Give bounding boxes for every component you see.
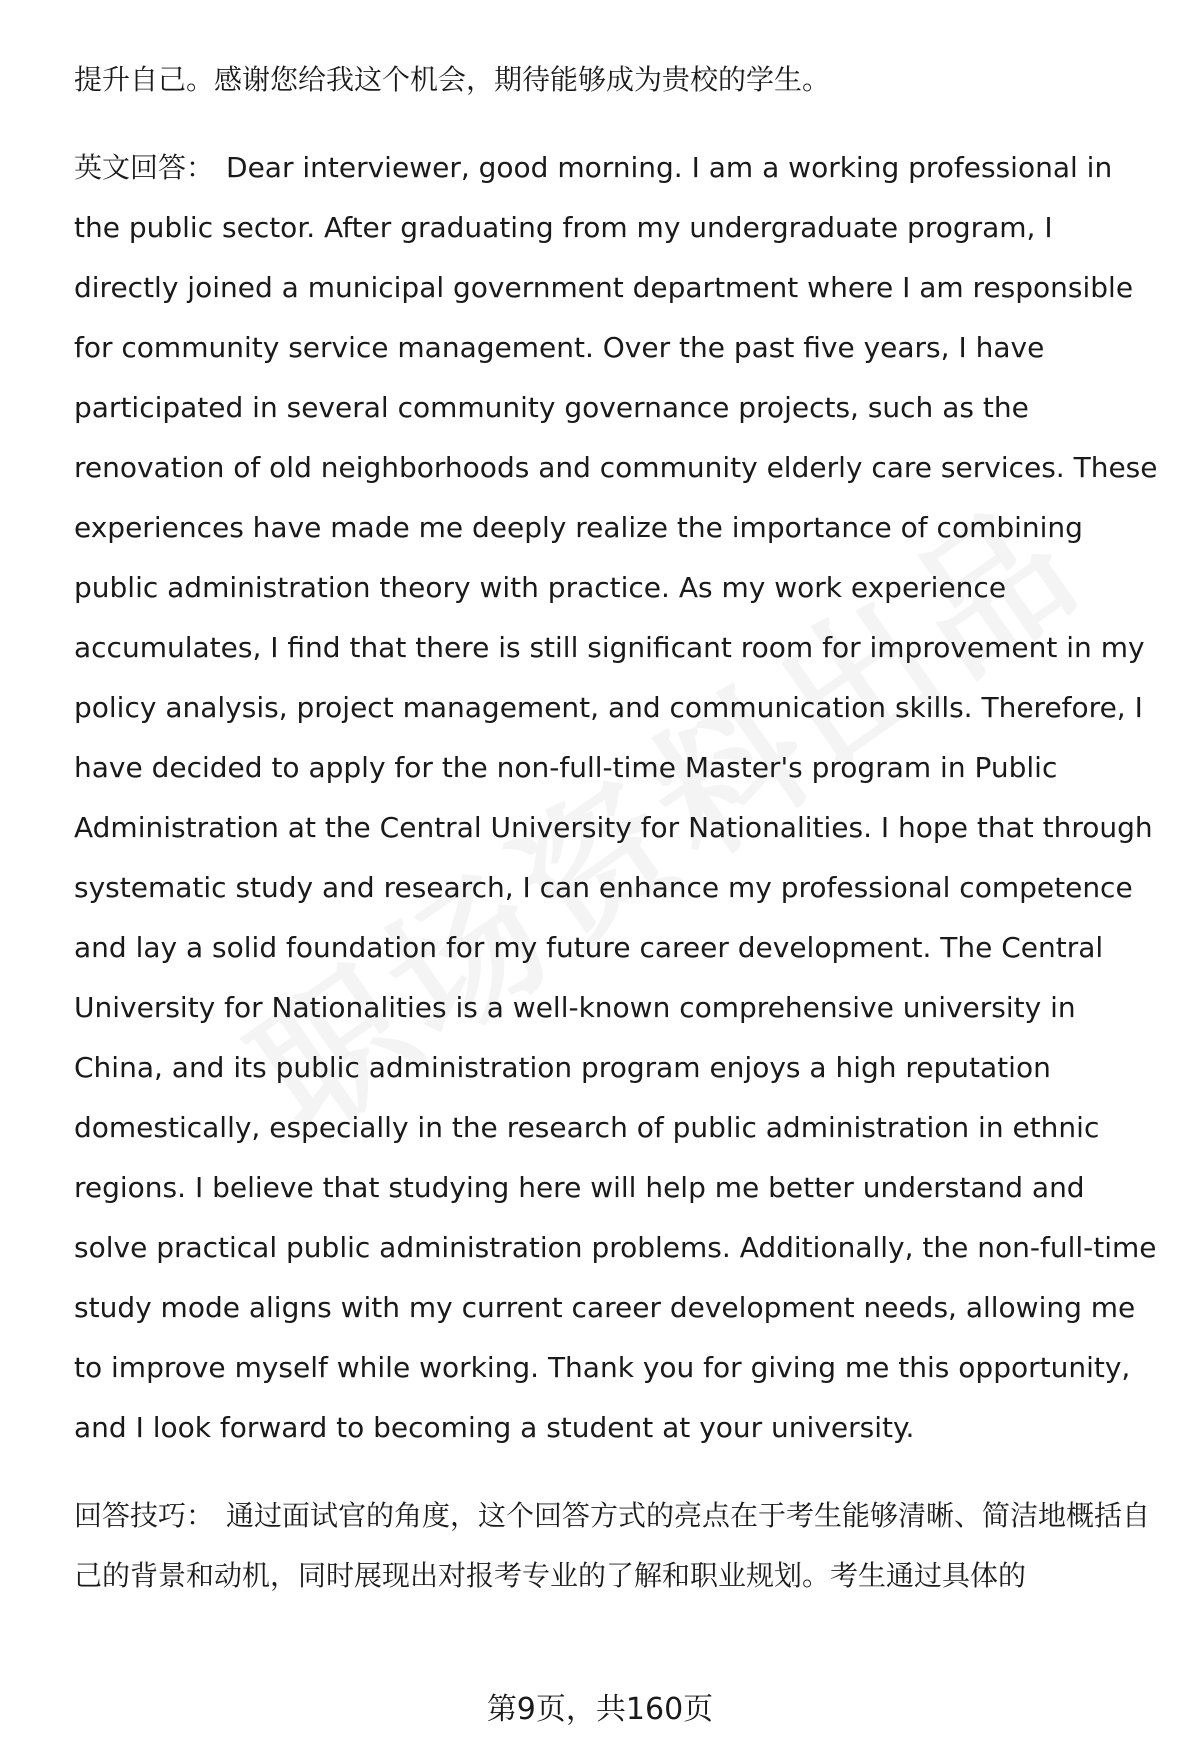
tips-label: 回答技巧： bbox=[74, 1499, 215, 1532]
tips-paragraph bbox=[74, 1486, 1160, 1606]
tips-text: 通过面试官的角度，这个回答方式的亮点在于考生能够清晰、简洁地概括自己的背景和动机，同时展现出对报考专业的了解和职业规划。考生通过具体的 bbox=[74, 1499, 1151, 1592]
intro-paragraph: 提升自己。感谢您给我这个机会，期待能够成为贵校的学生。 bbox=[74, 63, 831, 96]
page-number-footer: 第9页，共160页 bbox=[486, 1692, 714, 1727]
english-answer-text: Dear interviewer, good morning. I am a working professional in the public sector. After graduating from my undergraduate program, I directly joined a municipal government department where I am responsible for community service management. Over the past five years, I have participated in several community governance projects, such as the renovation of old neighborhoods and community elderly care services. These experiences have made me deeply realize the importance of combining public administration theory with practice. As my work experience accumulates, I find that there is still significant room for improvement in my policy analysis, project management, and communication skills. Therefore, I have decided to apply for the non-full-time Master's program in Public Administration at the Central University for Nationalities. I hope that through systematic study and research, I can enhance my professional competence and lay a solid foundation for my future career development. The Central University for Nationalities is a well-known comprehensive university in China, and its public administration program enjoys a high reputation domestically, especially in the research of public administration in ethnic regions. I believe that studying here will help me better understand and solve practical public administration problems. Additionally, the non-full-time study mode aligns with my current career development needs, allowing me to improve myself while working. Thank you for giving me this opportunity, and I look forward to becoming a student at your university. bbox=[74, 151, 1158, 1444]
english-answer-paragraph bbox=[74, 138, 1160, 1458]
document-page bbox=[74, 50, 1160, 1606]
english-answer-label: 英文回答： bbox=[74, 151, 215, 184]
